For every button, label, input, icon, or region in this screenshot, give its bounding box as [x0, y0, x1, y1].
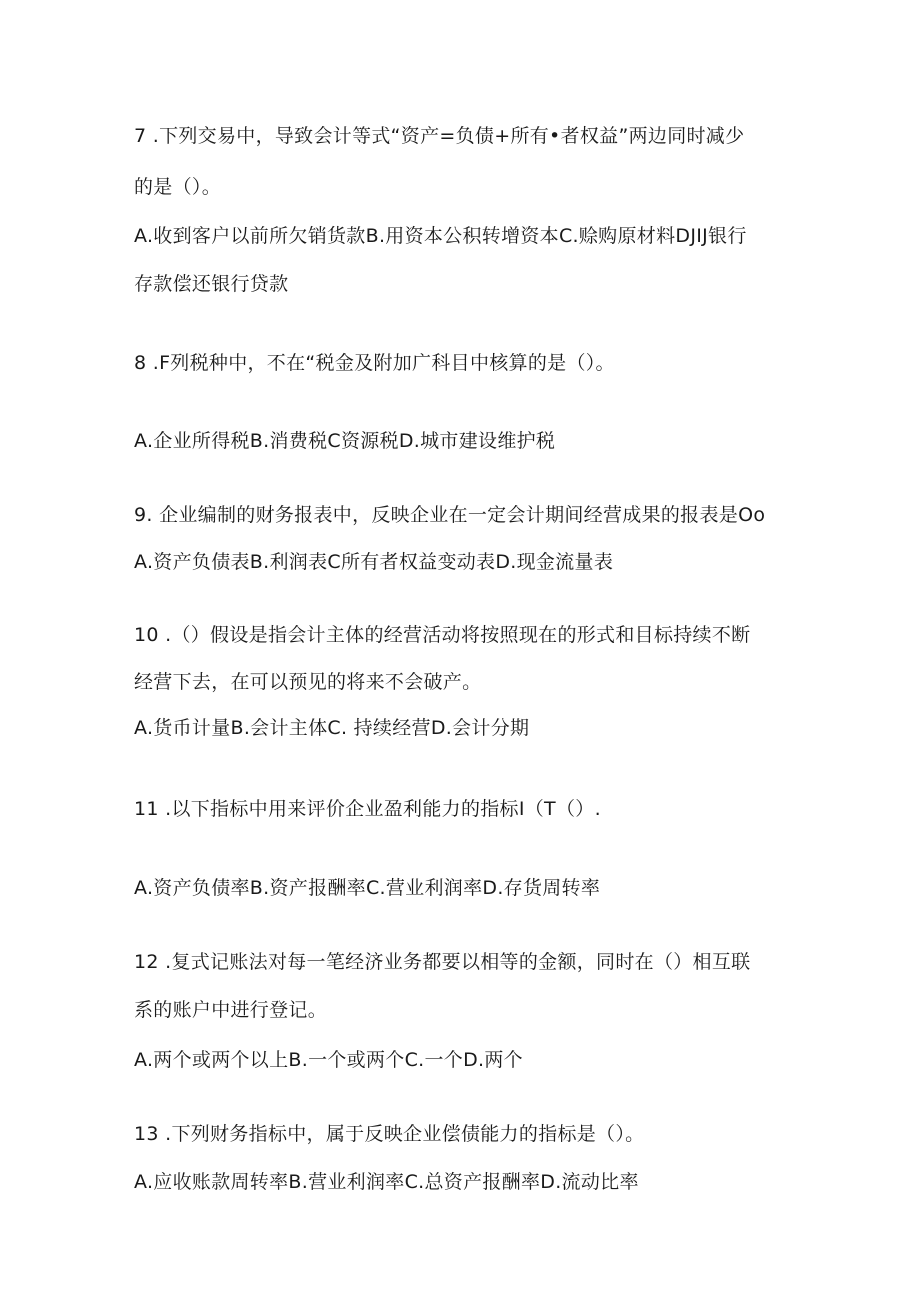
question-7-line-1: 7 .下列交易中，导致会计等式“资产=负债+所有•者权益”两边同时减少	[134, 125, 745, 147]
answers-7-line-2: 存款偿还银行贷款	[134, 273, 289, 295]
question-10-line-1: 10 .（）假设是指会计主体的经营活动将按照现在的形式和目标持续不断	[134, 624, 751, 646]
answers-11-line-1: A.资产负债率B.资产报酬率C.营业利润率D.存货周转率	[134, 877, 601, 899]
question-7-line-2: 的是（）。	[134, 176, 222, 198]
answers-12-line-1: A.两个或两个以上B.一个或两个C.一个D.两个	[134, 1049, 523, 1071]
answers-9-line-1: A.资产负债表B.利润表C所有者权益变动表D.现金流量表	[134, 551, 614, 573]
answers-13-line-1: A.应收账款周转率B.营业利润率C.总资产报酬率D.流动比率	[134, 1171, 639, 1193]
question-10-line-2: 经营下去，在可以预见的将来不会破产。	[134, 671, 482, 693]
question-13-line-1: 13 .下列财务指标中，属于反映企业偿债能力的指标是（）。	[134, 1123, 645, 1145]
question-9-line-1: 9. 企业编制的财务报表中，反映企业在一定会计期间经营成果的报表是Oo	[134, 504, 766, 526]
answers-8-line-1: A.企业所得税B.消费税C资源税D.城市建设维护税	[134, 430, 556, 452]
question-12-line-2: 系的账户中进行登记。	[134, 999, 328, 1021]
question-11-line-1: 11 .以下指标中用来评价企业盈利能力的指标I（T（）.	[134, 798, 601, 820]
question-12-line-1: 12 .复式记账法对每一笔经济业务都要以相等的金额，同时在（）相互联	[134, 951, 751, 973]
answers-7-line-1: A.收到客户以前所欠销货款B.用资本公积转增资本C.赊购原材料DJIJ银行	[134, 225, 747, 247]
answers-10-line-1: A.货币计量B.会计主体C. 持续经营D.会计分期	[134, 717, 530, 739]
question-8-line-1: 8 .F列税种中，不在“税金及附加广科目中核算的是（）。	[134, 352, 615, 374]
